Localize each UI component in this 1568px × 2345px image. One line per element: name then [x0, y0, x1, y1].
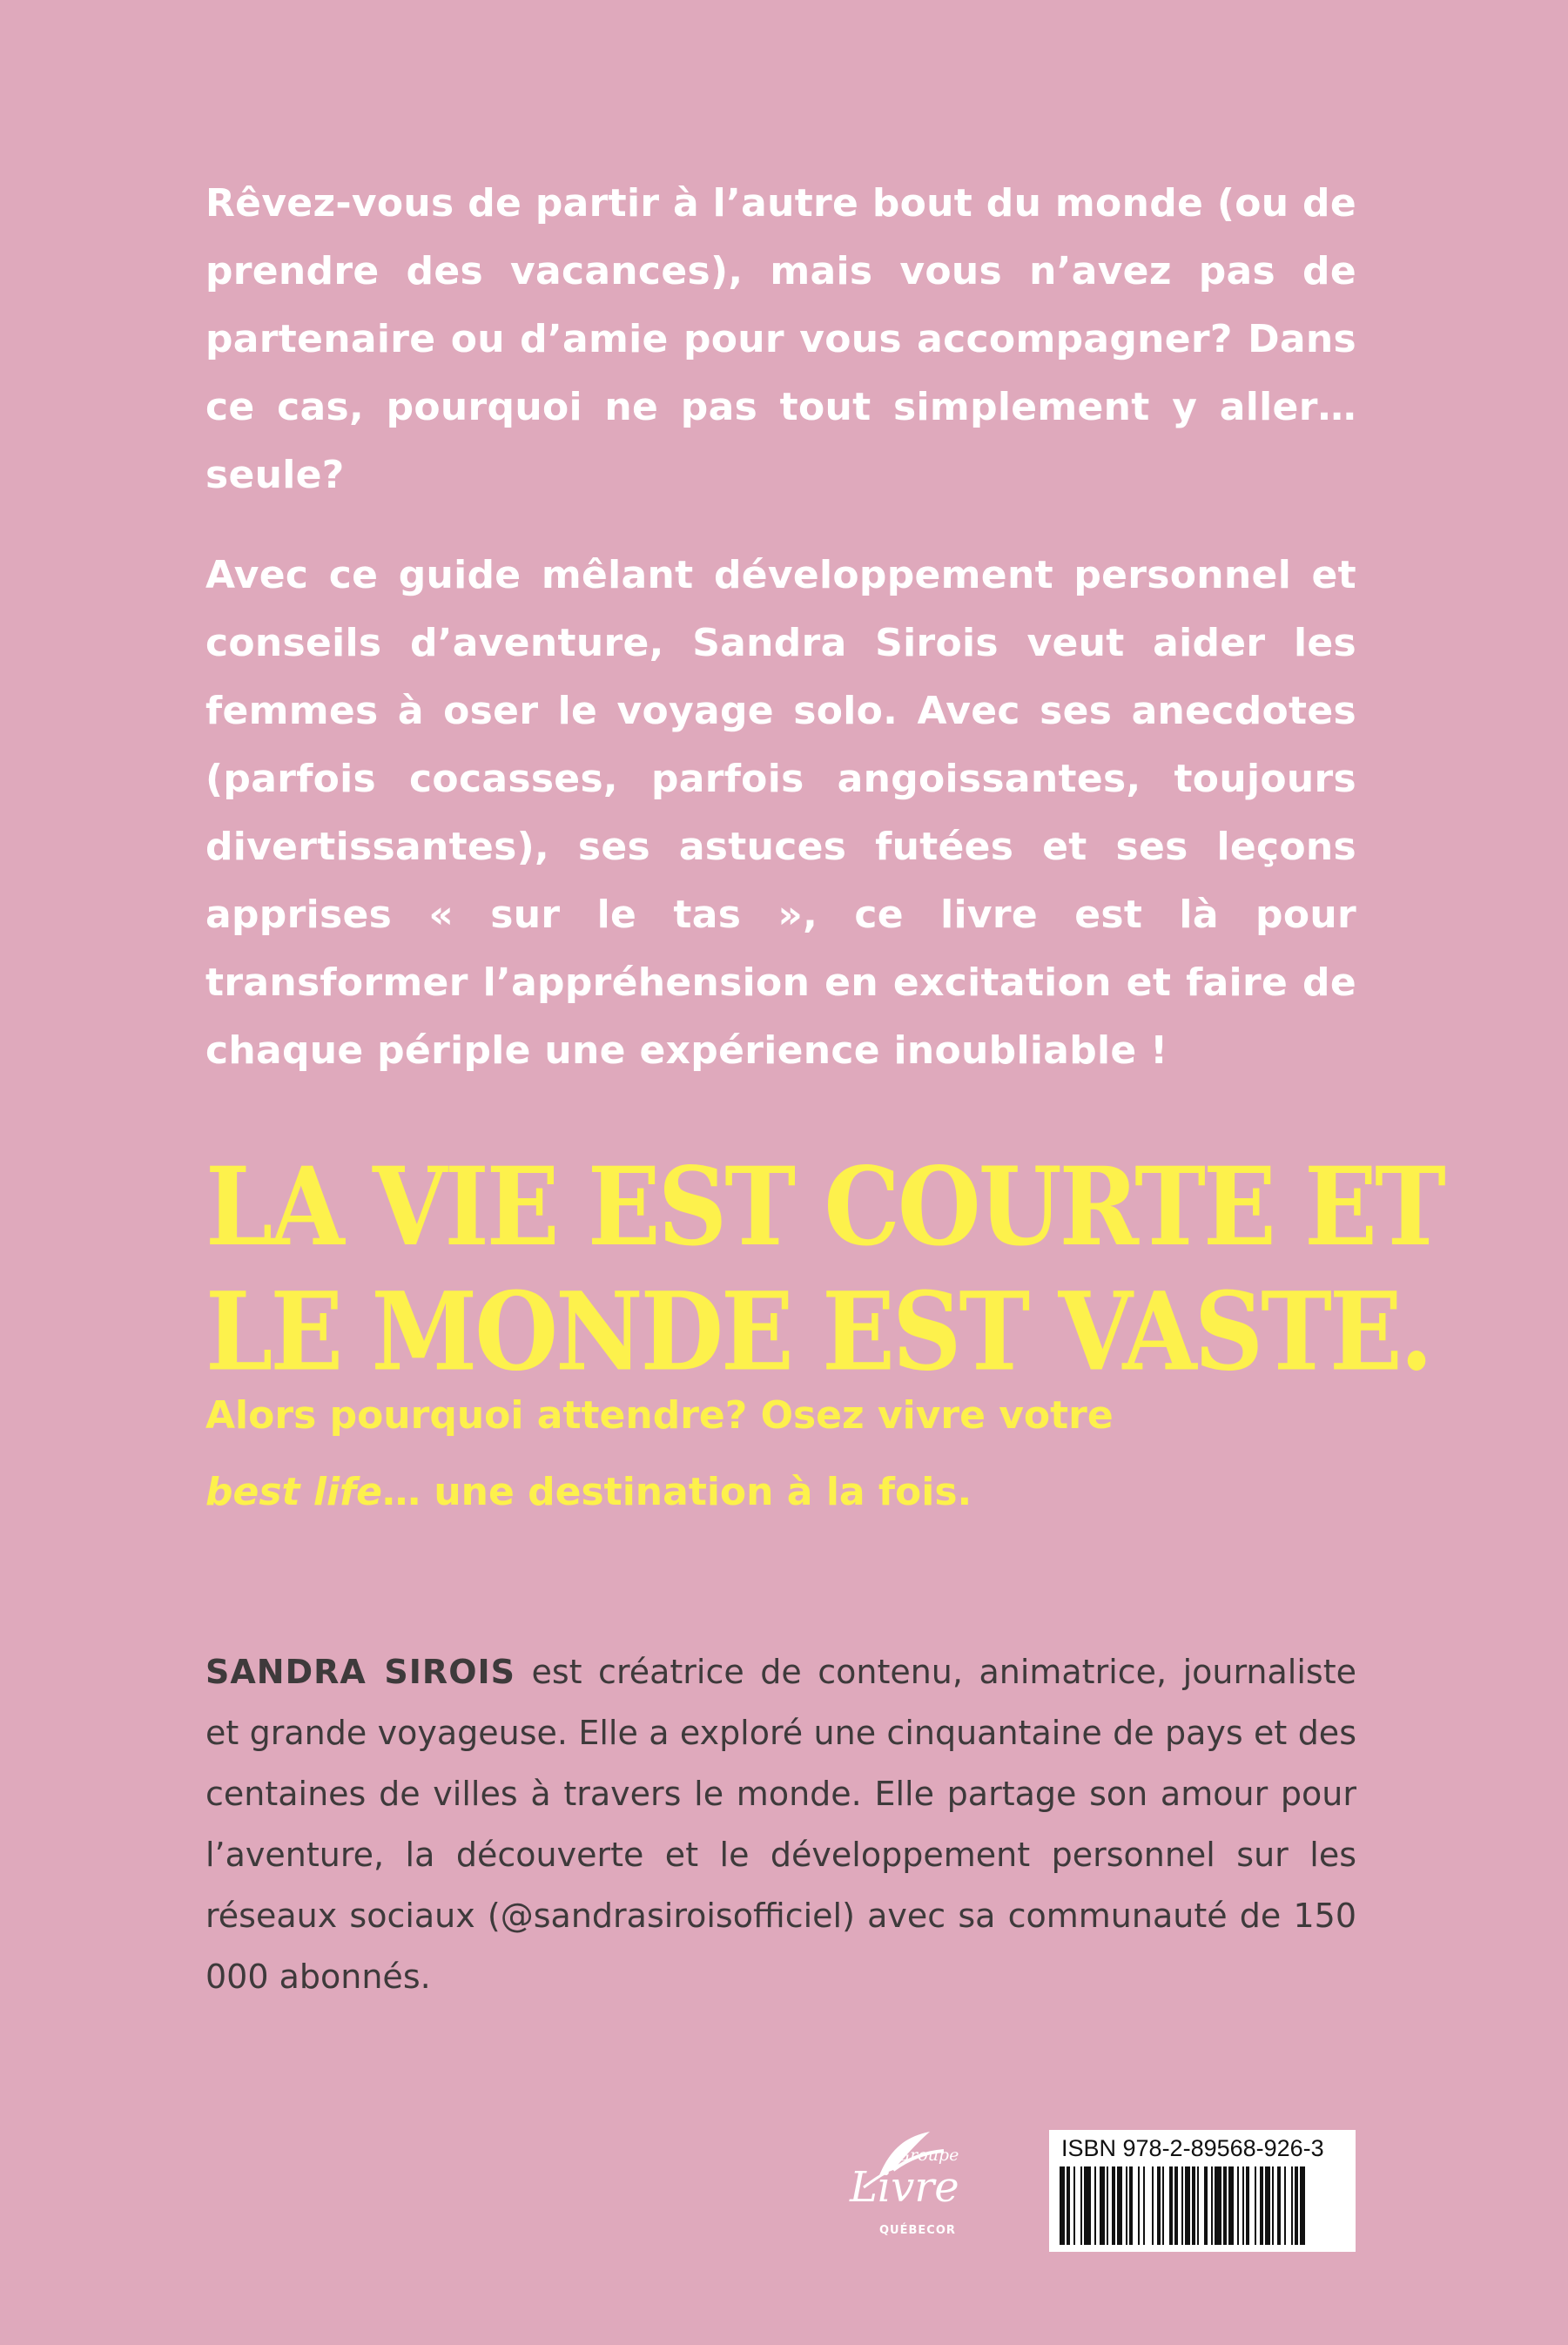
publisher-parent: QUÉBECOR [879, 2224, 956, 2237]
subheadline-italic: best life [205, 1470, 383, 1514]
subheadline [205, 1378, 1356, 1531]
isbn-barcode [1049, 2130, 1356, 2252]
author-name: SANDRA SIROIS [205, 1653, 516, 1691]
author-bio-text: est créatrice de contenu, animatrice, journaliste et grande voyageuse. Elle a exploré une cinquantaine de pays et des centaines de villes à travers le monde. Elle partage son amour pour l’aventure, la découverte et le développement personnel sur les réseaux sociaux (@sandrasiroisofficiel) avec sa communauté de 150 000 abonnés. [205, 1653, 1356, 1996]
isbn-number: ISBN 978-2-89568-926-3 [1061, 2135, 1324, 2161]
headline-line-1: LA VIE EST COURTE ET [205, 1143, 1444, 1270]
barcode-icon [1060, 2166, 1345, 2245]
publisher-logo [845, 2125, 997, 2247]
blurb [205, 170, 1356, 1085]
subheadline-part-2: … une destination à la fois. [382, 1470, 972, 1514]
publisher-name: Livre [850, 2163, 959, 2212]
headline-line-2: LE MONDE EST VASTE. [205, 1269, 1431, 1395]
headline [205, 1143, 1444, 1395]
blurb-paragraph-1: Rêvez-vous de partir à l’autre bout du monde (ou de prendre des vacances), mais vous n’avez pas de partenaire ou d’amie pour vous accompagner? Dans ce cas, pourquoi ne pas tout simplement y aller… seule? [205, 181, 1356, 497]
author-bio [205, 1641, 1356, 2007]
blurb-paragraph-2: Avec ce guide mêlant développement personnel et conseils d’aventure, Sandra Sirois veut aider les femmes à oser le voyage solo. Avec ses anecdotes (parfois cocasses, parfois angoissantes, toujours divertissantes), ses astuces futées et ses leçons apprises « sur le tas », ce livre est là pour transformer l’appréhension en excitation et faire de chaque périple une expérience inoubliable ! [205, 553, 1356, 1073]
subheadline-part-1: Alors pourquoi attendre? Osez vivre votre [205, 1393, 1114, 1438]
publisher-group: Groupe [897, 2146, 959, 2165]
